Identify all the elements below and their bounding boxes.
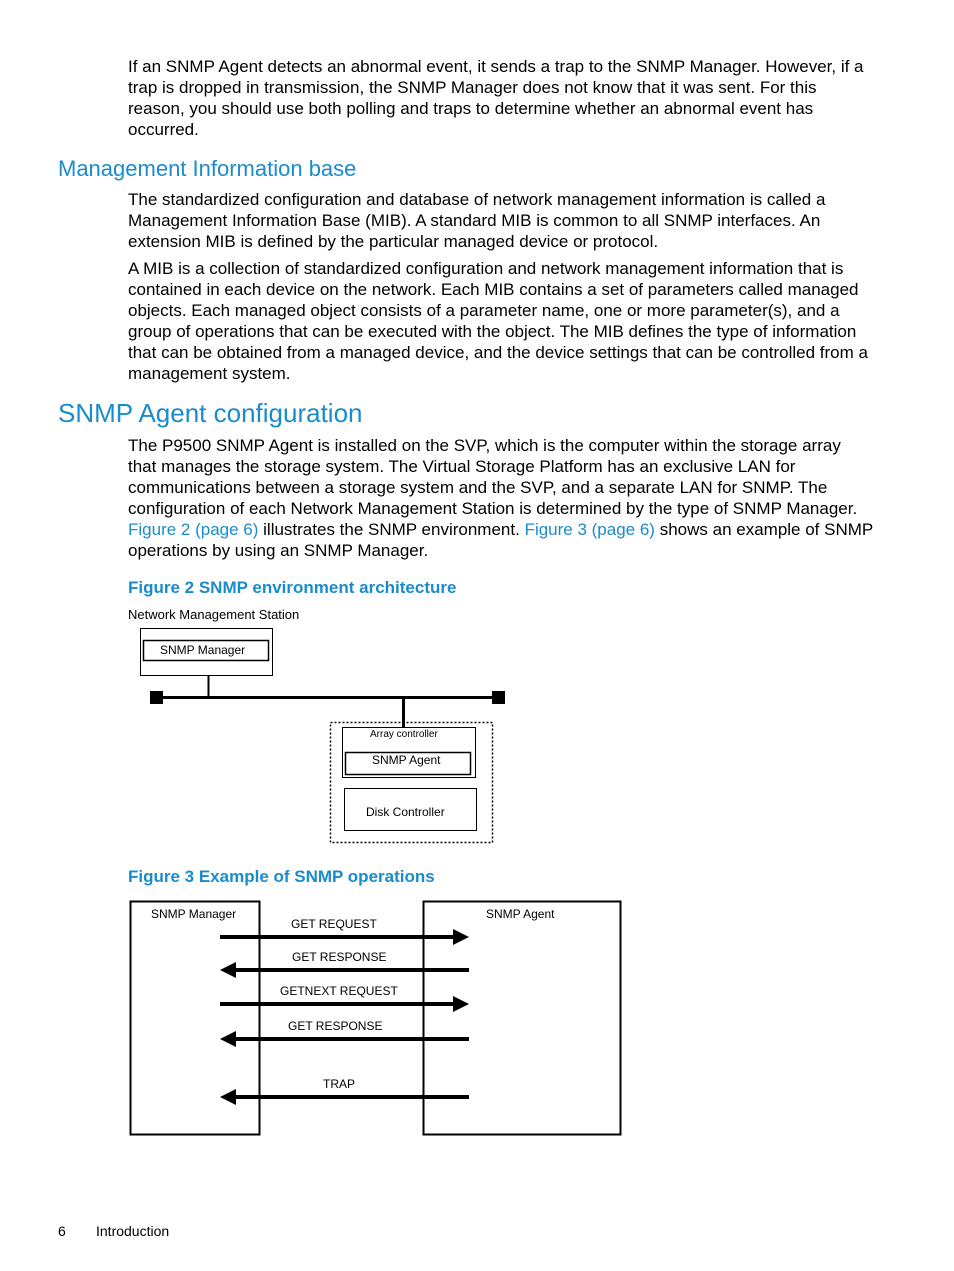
- manager-label: SNMP Manager: [160, 643, 246, 657]
- page-number: 6: [58, 1223, 66, 1239]
- agent-config-text-1: The P9500 SNMP Agent is installed on the SVP, which is the computer within the storage array that manages the storage system. The Virtual Storage Platform has an exclusive LAN for communications between a storage system and the SVP, and a separate LAN for SNMP. The configuration of each Network Management Station is determined by the type of SNMP Manager.: [128, 436, 858, 518]
- operation-label: GET RESPONSE: [288, 1019, 383, 1033]
- array-controller-label: Array controller: [370, 729, 438, 740]
- operation-label: GETNEXT REQUEST: [280, 984, 398, 998]
- operation-label: GET REQUEST: [291, 917, 377, 931]
- fig3-manager-label: SNMP Manager: [151, 907, 237, 921]
- fig3-agent-label: SNMP Agent: [486, 907, 555, 921]
- operation-arrow-head: [220, 1031, 236, 1047]
- agent-config-heading: SNMP Agent configuration: [58, 398, 363, 428]
- intro-paragraph: If an SNMP Agent detects an abnormal event, it sends a trap to the SNMP Manager. However, if a trap is dropped in transmission, the SNMP Manager does not know that it was sent. For this reason, you should use both polling and traps to determine whether an abnormal event has occurred.: [128, 57, 864, 139]
- mib-heading: Management Information base: [58, 156, 357, 181]
- figure-2-caption: Figure 2 SNMP environment architecture: [128, 578, 457, 597]
- agent-label: SNMP Agent: [372, 753, 441, 767]
- operation-arrow-head: [453, 996, 469, 1012]
- operation-arrow-head: [220, 1089, 236, 1105]
- operation-label: GET RESPONSE: [292, 950, 387, 964]
- mib-paragraph-1: The standardized configuration and database of network management information is called a Management Information Base (MIB). A standard MIB is common to all SNMP interfaces. An extension MIB is defined by the particular managed device or protocol.: [128, 190, 826, 251]
- figure-2-link[interactable]: Figure 2 (page 6): [128, 520, 259, 539]
- figure-3-link[interactable]: Figure 3 (page 6): [524, 520, 655, 539]
- nms-label: Network Management Station: [128, 607, 300, 622]
- operation-label: TRAP: [323, 1077, 356, 1091]
- disk-controller-label: Disk Controller: [366, 805, 445, 819]
- operation-arrow-head: [220, 962, 236, 978]
- figure-3-caption: Figure 3 Example of SNMP operations: [128, 867, 435, 886]
- agent-config-text-3: shows an example of SNMP operations by using an SNMP Manager.: [128, 520, 873, 560]
- mib-paragraph-2: A MIB is a collection of standardized configuration and network management information that is contained in each device on the network. Each MIB contains a set of parameters called managed objects. Each managed object consists of a parameter name, one or more parameter(s), and a group of operations that can be executed with the object. The MIB defines the type of information that can be obtained from a managed device, and the device settings that can be controlled from a management system.: [128, 259, 868, 383]
- footer-section-name: Introduction: [96, 1223, 170, 1239]
- operation-arrow-head: [453, 929, 469, 945]
- agent-config-text-2: illustrates the SNMP environment.: [263, 520, 520, 539]
